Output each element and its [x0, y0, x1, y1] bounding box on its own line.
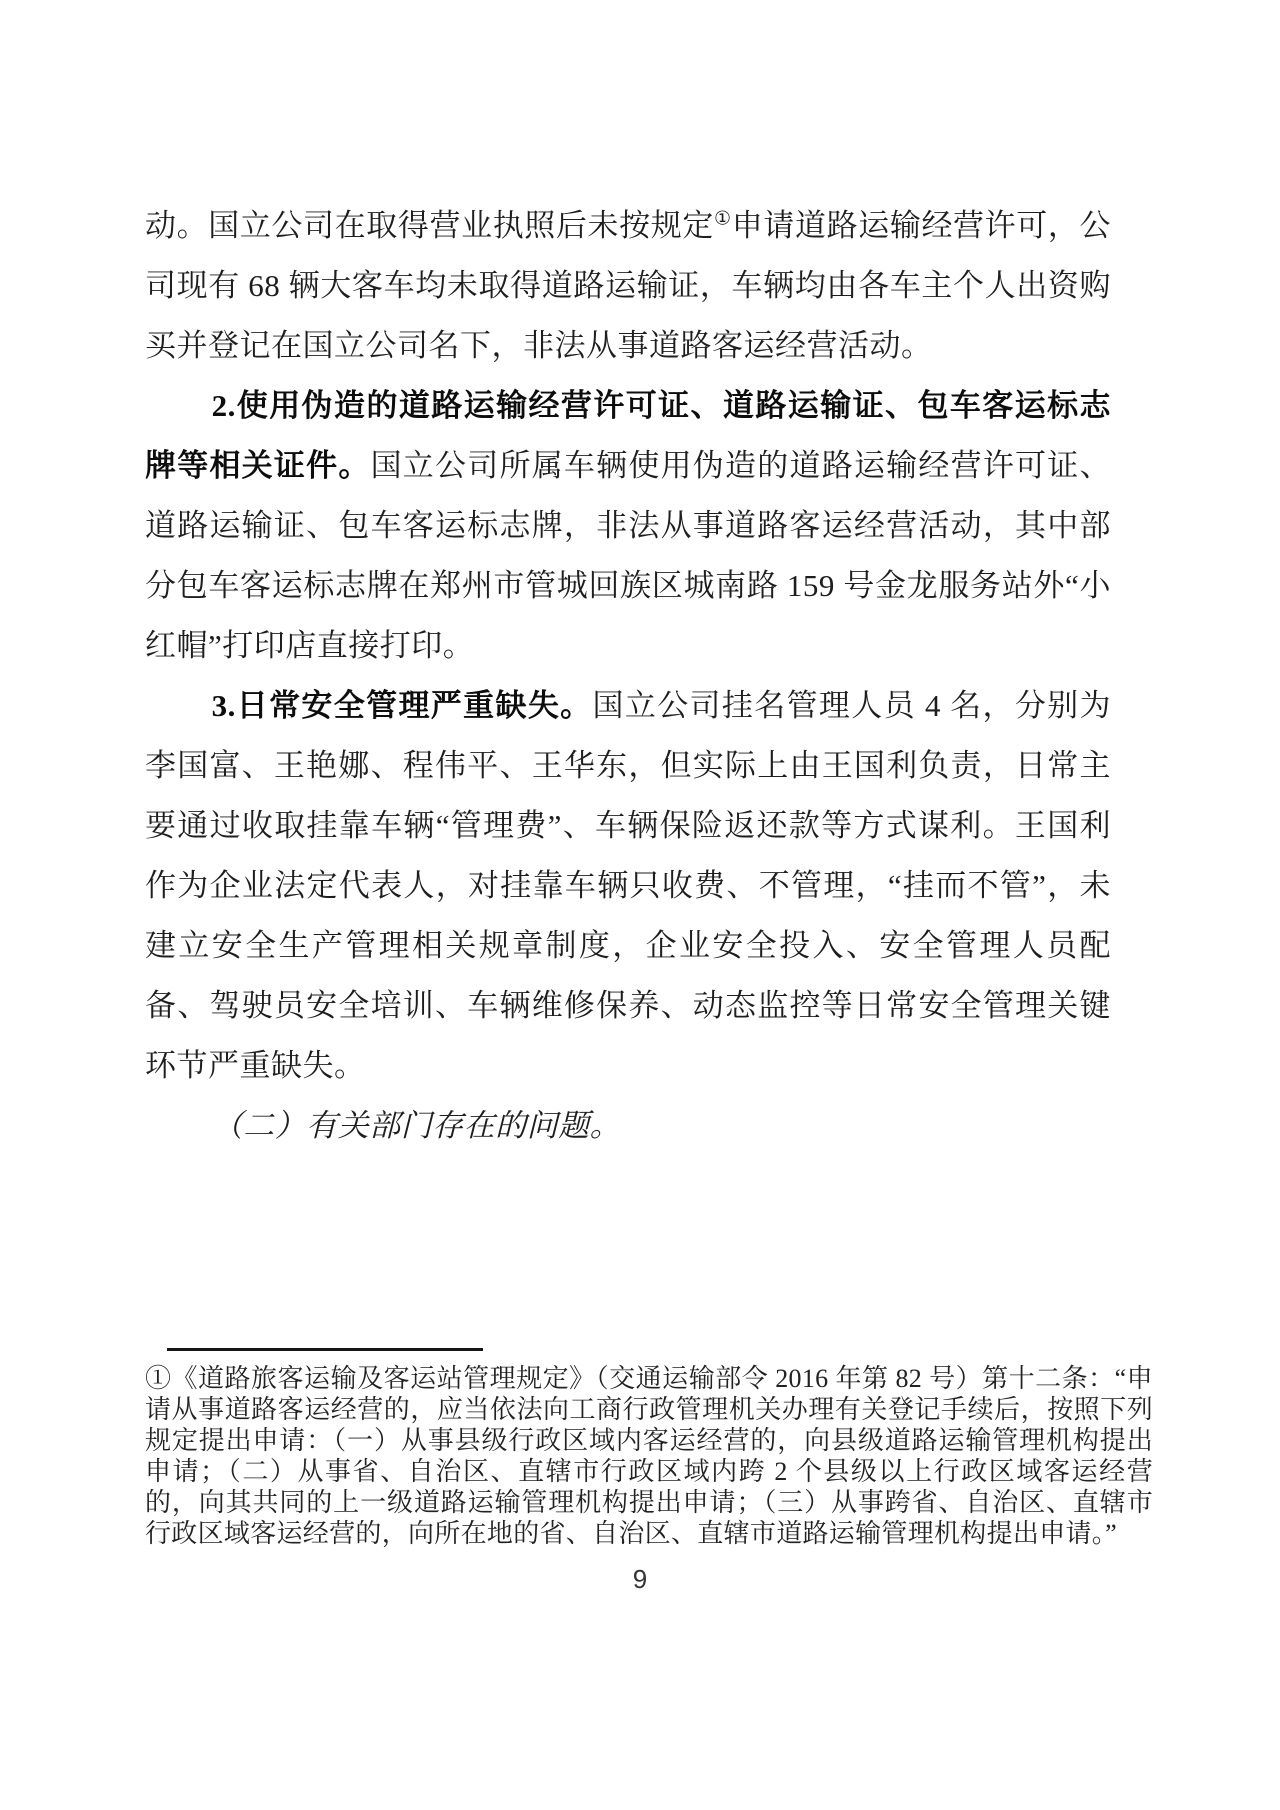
item-3-heading: 3.日常安全管理严重缺失。 — [211, 688, 593, 723]
footnote-text: 《道路旅客运输及客运站管理规定》（交通运输部令 2016 年第 82 号）第十二条：“申请从事道路客运经营的，应当依法向工商行政管理机关办理有关登记手续后，按照下列规定提出申请：（一）从事县级行政区域内客运经营的，向县级道路运输管理机构提出申请；（二）从事省、自治区、直辖市行政区域内跨 2 个县级以上行政区域客运经营的，向其共同的上一级道路运输管理机构提出申请；（三）从事跨省、自治区、直辖市行政区域客运经营的，向所在地的省、自治区、直辖市道路运输管理机构提出申请。” — [145, 1364, 1153, 1548]
footnote-reference-mark: ① — [713, 208, 732, 230]
paragraph-continuation — [145, 196, 1111, 376]
item-2-heading: 2.使用伪造的道路运输经营许可证、道路运输证、包车客运标志牌等相关证件。 — [145, 388, 1111, 483]
paragraph-text: 申请道路运输经营许可，公司现有 68 辆大客车均未取得道路运输证，车辆均由各车主个人出资购买并登记在国立公司名下，非法从事道路客运经营活动。 — [145, 208, 1111, 363]
item-3-body: 国立公司挂名管理人员 4 名，分别为李国富、王艳娜、程伟平、王华东，但实际上由王国利负责，日常主要通过收取挂靠车辆“管理费”、车辆保险返还款等方式谋利。王国利作为企业法定代表人，对挂靠车辆只收费、不管理，“挂而不管”，未建立安全生产管理相关规章制度，企业安全投入、安全管理人员配备、驾驶员安全培训、车辆维修保养、动态监控等日常安全管理关键环节严重缺失。 — [145, 688, 1112, 1083]
paragraph-item-3 — [145, 676, 1111, 1096]
main-text-block — [145, 196, 1111, 1156]
paragraph-text: 动。国立公司在取得营业执照后未按规定 — [145, 208, 714, 243]
paragraph-item-2 — [145, 376, 1111, 676]
section-2-heading — [145, 1096, 1111, 1156]
section-2-heading-text: （二）有关部门存在的问题。 — [211, 1108, 622, 1143]
footnote-marker: ① — [145, 1364, 172, 1393]
footnote-block — [145, 1363, 1153, 1549]
page-number: 9 — [632, 1564, 648, 1594]
item-2-body: 国立公司所属车辆使用伪造的道路运输经营许可证、道路运输证、包车客运标志牌，非法从事道路客运经营活动，其中部分包车客运标志牌在郑州市管城回族区城南路 159 号金龙服务站外“小红帽”打印店直接打印。 — [145, 448, 1112, 663]
footnote-separator-line — [167, 1348, 483, 1351]
